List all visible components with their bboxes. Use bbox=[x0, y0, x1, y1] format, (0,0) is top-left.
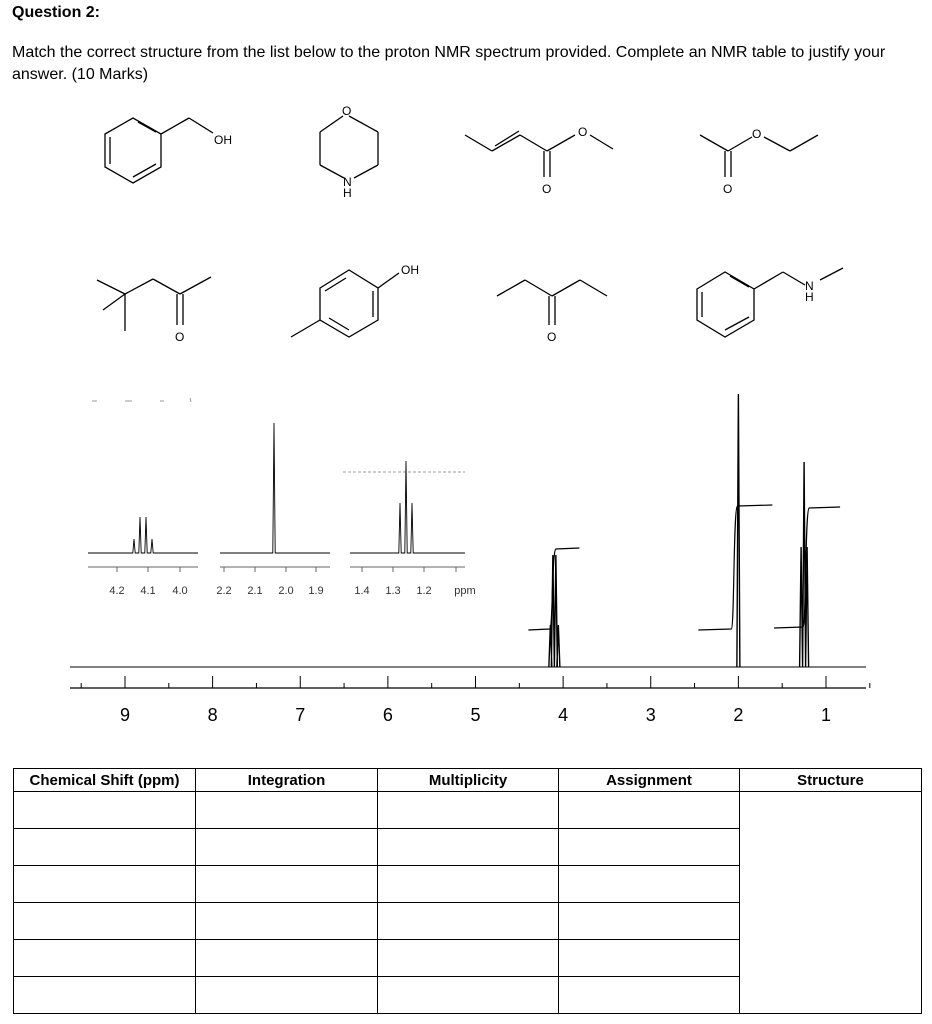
label-h: H bbox=[805, 290, 814, 304]
cell-assignment[interactable] bbox=[559, 792, 740, 829]
inset-tick-label: 4.0 bbox=[172, 585, 188, 597]
label-carbonyl-o: O bbox=[175, 330, 185, 344]
inset-tick-label: 4.1 bbox=[140, 585, 156, 597]
spectrum-peaks bbox=[549, 394, 809, 667]
cell-chemical-shift[interactable] bbox=[14, 940, 196, 977]
label-carbonyl-o: O bbox=[723, 182, 733, 196]
label-h: H bbox=[343, 186, 352, 200]
inset-singlet bbox=[216, 423, 330, 597]
question-title: Question 2: bbox=[12, 4, 101, 21]
cell-multiplicity[interactable] bbox=[378, 829, 559, 866]
inset-tick-label: 1.3 bbox=[385, 585, 401, 597]
header-structure: Structure bbox=[740, 769, 922, 792]
inset-tick-label: 4.2 bbox=[109, 585, 125, 597]
axis-label: 4 bbox=[558, 705, 569, 725]
cell-multiplicity[interactable] bbox=[378, 903, 559, 940]
inset-tick-label: 2.2 bbox=[216, 585, 232, 597]
structure-tert-butyl-ketone bbox=[97, 277, 211, 344]
label-carbonyl-o: O bbox=[547, 330, 557, 344]
structure-n-methylbenzylamine bbox=[697, 268, 843, 337]
cell-multiplicity[interactable] bbox=[378, 792, 559, 829]
cell-integration[interactable] bbox=[196, 792, 378, 829]
axis-label: 1 bbox=[820, 705, 832, 725]
nmr-answer-table bbox=[13, 768, 922, 1014]
inset-tick-label: 2.1 bbox=[247, 585, 263, 597]
ppm-label: ppm bbox=[454, 585, 476, 597]
structure-p-cresol bbox=[291, 263, 419, 337]
cell-chemical-shift[interactable] bbox=[14, 792, 196, 829]
cell-chemical-shift[interactable] bbox=[14, 829, 196, 866]
axis-label: 9 bbox=[119, 705, 131, 725]
cell-integration[interactable] bbox=[196, 903, 378, 940]
structure-ethyl-acetate bbox=[700, 127, 818, 196]
inset-singlet-trace bbox=[220, 423, 330, 553]
cell-integration[interactable] bbox=[196, 940, 378, 977]
cell-assignment[interactable] bbox=[559, 829, 740, 866]
header-integration: Integration bbox=[196, 769, 378, 792]
axis-label: 6 bbox=[382, 705, 393, 725]
label-n: N bbox=[805, 279, 814, 293]
cell-multiplicity[interactable] bbox=[378, 866, 559, 903]
structure-3-pentanone bbox=[497, 280, 607, 344]
label-ester-o: O bbox=[578, 125, 588, 139]
table-row bbox=[14, 792, 922, 829]
table-header-row bbox=[14, 769, 922, 792]
label-ester-o: O bbox=[752, 127, 762, 141]
label-n: N bbox=[343, 175, 352, 189]
cell-chemical-shift[interactable] bbox=[14, 903, 196, 940]
inset-triplet bbox=[350, 461, 476, 597]
axis-label: 5 bbox=[470, 705, 481, 725]
cell-assignment[interactable] bbox=[559, 866, 740, 903]
label-oh: OH bbox=[401, 263, 419, 277]
axis-label: 7 bbox=[295, 705, 306, 725]
inset-tick-label: 1.4 bbox=[354, 585, 370, 597]
label-carbonyl-o: O bbox=[542, 182, 552, 196]
cell-multiplicity[interactable] bbox=[378, 940, 559, 977]
question-text: Match the correct structure from the list below to the proton NMR spectrum provided. Complete an NMR table to justify your answer. (10 Marks) bbox=[12, 44, 886, 83]
axis-label: 8 bbox=[207, 705, 218, 725]
integral-curves bbox=[528, 505, 840, 630]
cell-integration[interactable] bbox=[196, 866, 378, 903]
structure-benzyl-alcohol bbox=[105, 118, 232, 183]
inset-tick-label: 2.0 bbox=[278, 585, 294, 597]
cell-integration[interactable] bbox=[196, 977, 378, 1014]
label-o: O bbox=[342, 104, 352, 118]
cell-structure[interactable] bbox=[740, 792, 922, 1014]
inset-tick-label: 1.9 bbox=[308, 585, 324, 597]
axis-label: 2 bbox=[733, 705, 744, 725]
cell-assignment[interactable] bbox=[559, 940, 740, 977]
structure-methyl-crotonate bbox=[465, 125, 613, 196]
inset-quartet bbox=[88, 517, 198, 597]
cell-assignment[interactable] bbox=[559, 977, 740, 1014]
axis-label: 3 bbox=[645, 705, 656, 725]
main-spectrum bbox=[70, 394, 870, 725]
header-chemical-shift: Chemical Shift (ppm) bbox=[14, 769, 196, 792]
spectrum-header-ticks bbox=[92, 398, 465, 472]
inset-tick-label: 1.2 bbox=[416, 585, 432, 597]
cell-integration[interactable] bbox=[196, 829, 378, 866]
header-multiplicity: Multiplicity bbox=[378, 769, 559, 792]
cell-chemical-shift[interactable] bbox=[14, 977, 196, 1014]
cell-chemical-shift[interactable] bbox=[14, 866, 196, 903]
structure-morpholine bbox=[320, 104, 378, 200]
header-assignment: Assignment bbox=[559, 769, 740, 792]
inset-triplet-trace bbox=[350, 461, 465, 553]
cell-assignment[interactable] bbox=[559, 903, 740, 940]
cell-multiplicity[interactable] bbox=[378, 977, 559, 1014]
inset-quartet-trace bbox=[88, 517, 198, 553]
label-oh: OH bbox=[214, 133, 232, 147]
